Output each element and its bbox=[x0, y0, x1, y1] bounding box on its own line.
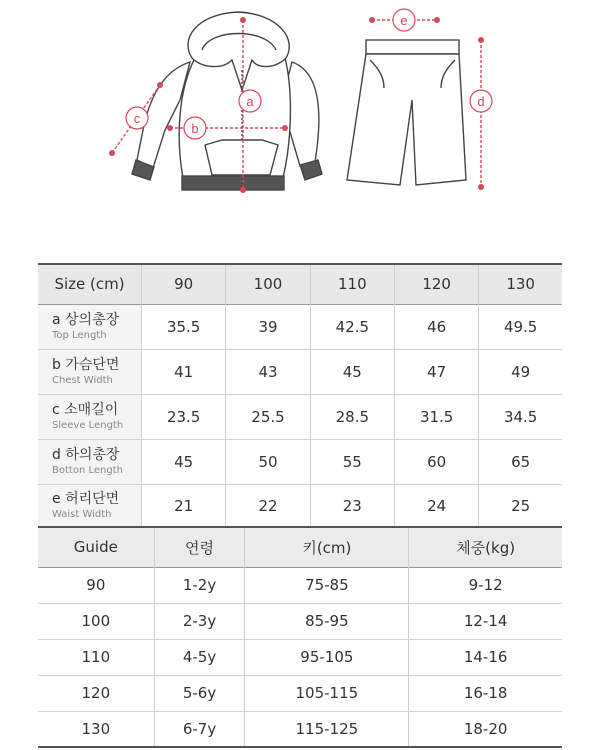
hoodie-illustration bbox=[132, 12, 322, 190]
measure-label-b bbox=[184, 117, 206, 139]
table-cell: 65 bbox=[511, 452, 531, 471]
table-cell: 23.5 bbox=[142, 394, 226, 439]
table-cell: 100 bbox=[38, 603, 154, 639]
table-cell: 75-85 bbox=[245, 567, 409, 603]
table-cell: 22 bbox=[226, 484, 310, 529]
svg-text:d: d bbox=[477, 94, 485, 109]
row-label-ko: b 가슴단면 bbox=[52, 356, 120, 373]
row-label bbox=[38, 349, 142, 394]
table-cell: 42.5 bbox=[310, 304, 394, 349]
size-table-header-row bbox=[38, 264, 562, 304]
table-cell: 35.5 bbox=[142, 304, 226, 349]
row-label-ko: d 하의총장 bbox=[52, 446, 120, 463]
table-cell: 39 bbox=[226, 304, 310, 349]
table-cell: 45 bbox=[310, 349, 394, 394]
row-label-ko: c 소매길이 bbox=[52, 401, 119, 418]
table-cell: 95-105 bbox=[245, 639, 409, 675]
table-cell: 23 bbox=[310, 484, 394, 529]
table-row bbox=[38, 439, 562, 484]
size-header-90: 90 bbox=[142, 264, 226, 304]
table-cell: 60 bbox=[394, 439, 478, 484]
table-row bbox=[38, 567, 562, 603]
table-cell: 46 bbox=[394, 304, 478, 349]
table-cell: 105-115 bbox=[245, 675, 409, 711]
table-cell: 9-12 bbox=[468, 576, 503, 594]
table-cell: 49 bbox=[511, 362, 531, 381]
table-cell: 2-3y bbox=[154, 603, 245, 639]
table-cell: 14-16 bbox=[463, 648, 508, 666]
table-cell: 90 bbox=[38, 567, 154, 603]
measure-label-c bbox=[126, 107, 148, 129]
table-cell: 85-95 bbox=[245, 603, 409, 639]
svg-text:e: e bbox=[400, 13, 408, 28]
table-cell: 16-18 bbox=[463, 684, 508, 702]
size-header-100: 100 bbox=[226, 264, 310, 304]
table-cell: 50 bbox=[226, 439, 310, 484]
size-header-120: 120 bbox=[394, 264, 478, 304]
table-row bbox=[38, 484, 562, 529]
table-cell: 47 bbox=[394, 349, 478, 394]
pants-illustration bbox=[347, 40, 466, 185]
measure-label-d bbox=[470, 90, 492, 112]
measure-label-a bbox=[239, 90, 261, 112]
table-cell: 120 bbox=[38, 675, 154, 711]
table-cell: 41 bbox=[142, 349, 226, 394]
table-cell: 34.5 bbox=[503, 407, 538, 426]
row-label-ko: e 허리단면 bbox=[52, 491, 120, 508]
garment-diagram bbox=[0, 0, 600, 250]
svg-text:c: c bbox=[133, 111, 141, 126]
row-label-en: Waist Width bbox=[52, 509, 112, 521]
size-header-label: Size (cm) bbox=[38, 264, 142, 304]
table-cell: 45 bbox=[142, 439, 226, 484]
table-cell: 28.5 bbox=[310, 394, 394, 439]
table-row bbox=[38, 675, 562, 711]
guide-table bbox=[38, 526, 562, 748]
table-cell: 12-14 bbox=[463, 612, 508, 630]
guide-header-age: 연령 bbox=[154, 527, 245, 567]
table-cell: 49.5 bbox=[503, 317, 538, 336]
table-cell: 21 bbox=[142, 484, 226, 529]
guide-header-guide: Guide bbox=[38, 527, 154, 567]
table-cell: 115-125 bbox=[245, 711, 409, 747]
row-label-en: Sleeve Length bbox=[52, 419, 124, 431]
svg-text:a: a bbox=[246, 94, 254, 109]
table-cell: 55 bbox=[310, 439, 394, 484]
svg-text:b: b bbox=[191, 121, 199, 136]
guide-header-height: 키(cm) bbox=[245, 527, 409, 567]
table-cell: 4-5y bbox=[154, 639, 245, 675]
table-cell: 43 bbox=[226, 349, 310, 394]
table-row bbox=[38, 304, 562, 349]
row-label-en: Botton Length bbox=[52, 464, 123, 476]
table-cell: 130 bbox=[38, 711, 154, 747]
row-label-en: Top Length bbox=[52, 329, 107, 341]
row-label bbox=[38, 439, 142, 484]
row-label bbox=[38, 304, 142, 349]
table-row bbox=[38, 711, 562, 747]
table-cell: 6-7y bbox=[154, 711, 245, 747]
table-row bbox=[38, 603, 562, 639]
table-cell: 25.5 bbox=[226, 394, 310, 439]
size-header-110: 110 bbox=[310, 264, 394, 304]
size-table bbox=[38, 263, 562, 530]
table-cell: 25 bbox=[511, 497, 531, 516]
measure-label-e bbox=[393, 9, 415, 31]
row-label bbox=[38, 484, 142, 529]
row-label bbox=[38, 394, 142, 439]
guide-table-header-row bbox=[38, 527, 562, 567]
size-header-130: 130 bbox=[506, 275, 535, 294]
guide-header-weight: 체중(kg) bbox=[456, 538, 516, 557]
table-cell: 18-20 bbox=[463, 719, 508, 738]
table-cell: 31.5 bbox=[394, 394, 478, 439]
table-cell: 1-2y bbox=[154, 567, 245, 603]
table-row bbox=[38, 394, 562, 439]
table-row bbox=[38, 349, 562, 394]
row-label-en: Chest Width bbox=[52, 374, 113, 386]
table-cell: 24 bbox=[394, 484, 478, 529]
table-cell: 5-6y bbox=[154, 675, 245, 711]
table-row bbox=[38, 639, 562, 675]
table-cell: 110 bbox=[38, 639, 154, 675]
row-label-ko: a 상의총장 bbox=[52, 311, 120, 328]
